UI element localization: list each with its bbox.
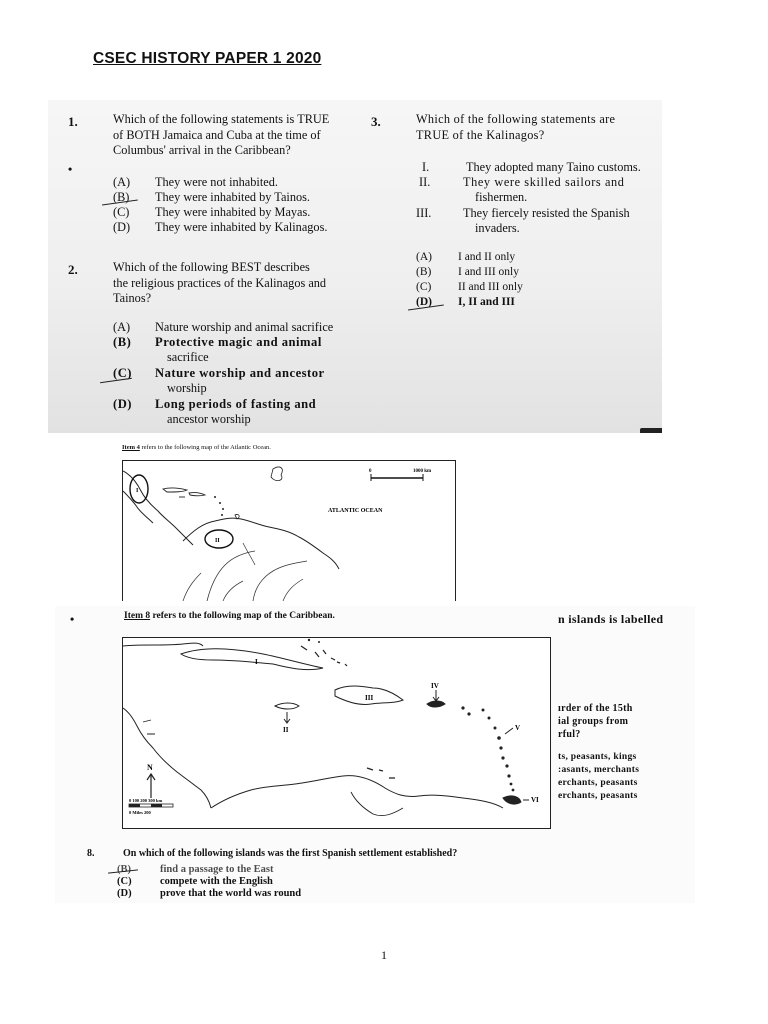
question-1-option-d: (D) They were inhabited by Kalinagos. bbox=[113, 220, 328, 234]
question-3-option-b: (B) I and III only bbox=[416, 266, 519, 278]
question-1-option-a: (A) They were not inhabited. bbox=[113, 175, 278, 189]
question-1-number: 1. bbox=[68, 114, 78, 129]
atlantic-map-drawing bbox=[123, 461, 455, 601]
question-3-option-c: (C) II and III only bbox=[416, 281, 523, 293]
question-2-option-c-cont: worship bbox=[167, 381, 207, 395]
question-3-statement-3-cont: invaders. bbox=[475, 221, 520, 235]
north-label: N bbox=[147, 763, 153, 772]
question-3-statement-2-cont: fishermen. bbox=[475, 190, 528, 204]
fragment-line-6: erchants, peasants bbox=[558, 778, 638, 788]
question-8: 8. On which of the following islands was the first Spanish settlement established? bbox=[87, 848, 458, 859]
page-title: CSEC HISTORY PAPER 1 2020 bbox=[93, 50, 322, 67]
fragment-line-5: :asants, merchants bbox=[558, 765, 640, 775]
map-1-caption: Item 4 refers to the following map of the Atlantic Ocean. bbox=[122, 444, 271, 451]
question-1-option-b: (B) They were inhabited by Tainos. bbox=[113, 190, 310, 204]
cut-off-heading-fragment: n islands is labelled bbox=[558, 612, 664, 626]
question-1-text: Which of the following statements is TRUE of BOTH Jamaica and Cuba at the time of Columbus' arrival in the Caribbean? bbox=[113, 112, 330, 157]
scale-miles: 0 Miles 200 bbox=[129, 810, 151, 815]
scale-km-label: 1000 km bbox=[413, 469, 432, 474]
caribbean-label-iv: IV bbox=[431, 682, 439, 690]
question-2-option-b: (B) Protective magic and animal bbox=[113, 335, 322, 349]
question-3-option-d: (D) I, II and III bbox=[416, 296, 515, 308]
ocean-label: ATLANTIC OCEAN bbox=[328, 508, 383, 514]
fragment-line-4: ts, peasants, kings bbox=[558, 752, 637, 762]
question-3-option-a: (A) I and II only bbox=[416, 251, 516, 263]
fragment-line-1: ırder of the 15th bbox=[558, 703, 633, 714]
scanned-questions-1-3 bbox=[48, 100, 662, 433]
caribbean-label-v: V bbox=[515, 724, 521, 732]
question-2-number: 2. bbox=[68, 262, 78, 277]
map-marker-i: I bbox=[136, 488, 139, 494]
question-2-text: Which of the following BEST describes the religious practices of the Kalinagos and Tainos? bbox=[113, 260, 327, 305]
stray-dot: • bbox=[68, 162, 73, 176]
question-1-option-c: (C) They were inhabited by Mayas. bbox=[113, 205, 311, 219]
question-2-option-c: (C) Nature worship and ancestor bbox=[113, 366, 325, 380]
lower-option-b: (B) find a passage to the East bbox=[117, 864, 274, 875]
page-number: 1 bbox=[381, 948, 387, 962]
question-3-text: Which of the following statements are TRUE of the Kalinagos? bbox=[416, 112, 616, 142]
fragment-line-7: erchants, peasants bbox=[558, 791, 638, 801]
map-circle-i bbox=[130, 475, 148, 503]
stray-bullet-2: • bbox=[70, 612, 75, 626]
question-2-option-d-cont: ancestor worship bbox=[167, 412, 251, 426]
question-2-option-b-cont: sacrifice bbox=[167, 350, 209, 364]
scale-zero-label: 0 bbox=[369, 469, 372, 474]
scale-km: 0 100 200 300 km bbox=[129, 798, 163, 803]
caribbean-label-vi: VI bbox=[531, 796, 539, 804]
caribbean-map bbox=[122, 637, 551, 829]
map-marker-ii: II bbox=[215, 538, 220, 544]
north-arrow-icon bbox=[147, 774, 155, 798]
fragment-line-3: rful? bbox=[558, 729, 581, 740]
question-3-statement-1: I. They adopted many Taino customs. bbox=[422, 160, 641, 174]
caribbean-label-i: I bbox=[255, 658, 258, 666]
atlantic-ocean-map bbox=[122, 460, 456, 601]
lower-option-d: (D) prove that the world was round bbox=[117, 888, 302, 899]
question-2-option-d: (D) Long periods of fasting and bbox=[113, 397, 317, 411]
question-3-statement-3: III. They fiercely resisted the Spanish bbox=[416, 206, 630, 220]
map-2-caption: Item 8 refers to the following map of the Caribbean. bbox=[124, 611, 335, 621]
caribbean-label-iii: III bbox=[365, 694, 374, 702]
lower-option-c: (C) compete with the English bbox=[117, 876, 273, 887]
question-3-statement-2: II. They were skilled sailors and bbox=[419, 175, 625, 189]
fragment-line-2: ial groups from bbox=[558, 716, 629, 727]
caribbean-map-drawing bbox=[123, 638, 550, 828]
question-2-option-a: (A) Nature worship and animal sacrifice bbox=[113, 320, 334, 334]
question-3-number: 3. bbox=[371, 114, 381, 129]
caribbean-label-ii: II bbox=[283, 726, 289, 734]
scan-corner-tab bbox=[640, 428, 662, 433]
